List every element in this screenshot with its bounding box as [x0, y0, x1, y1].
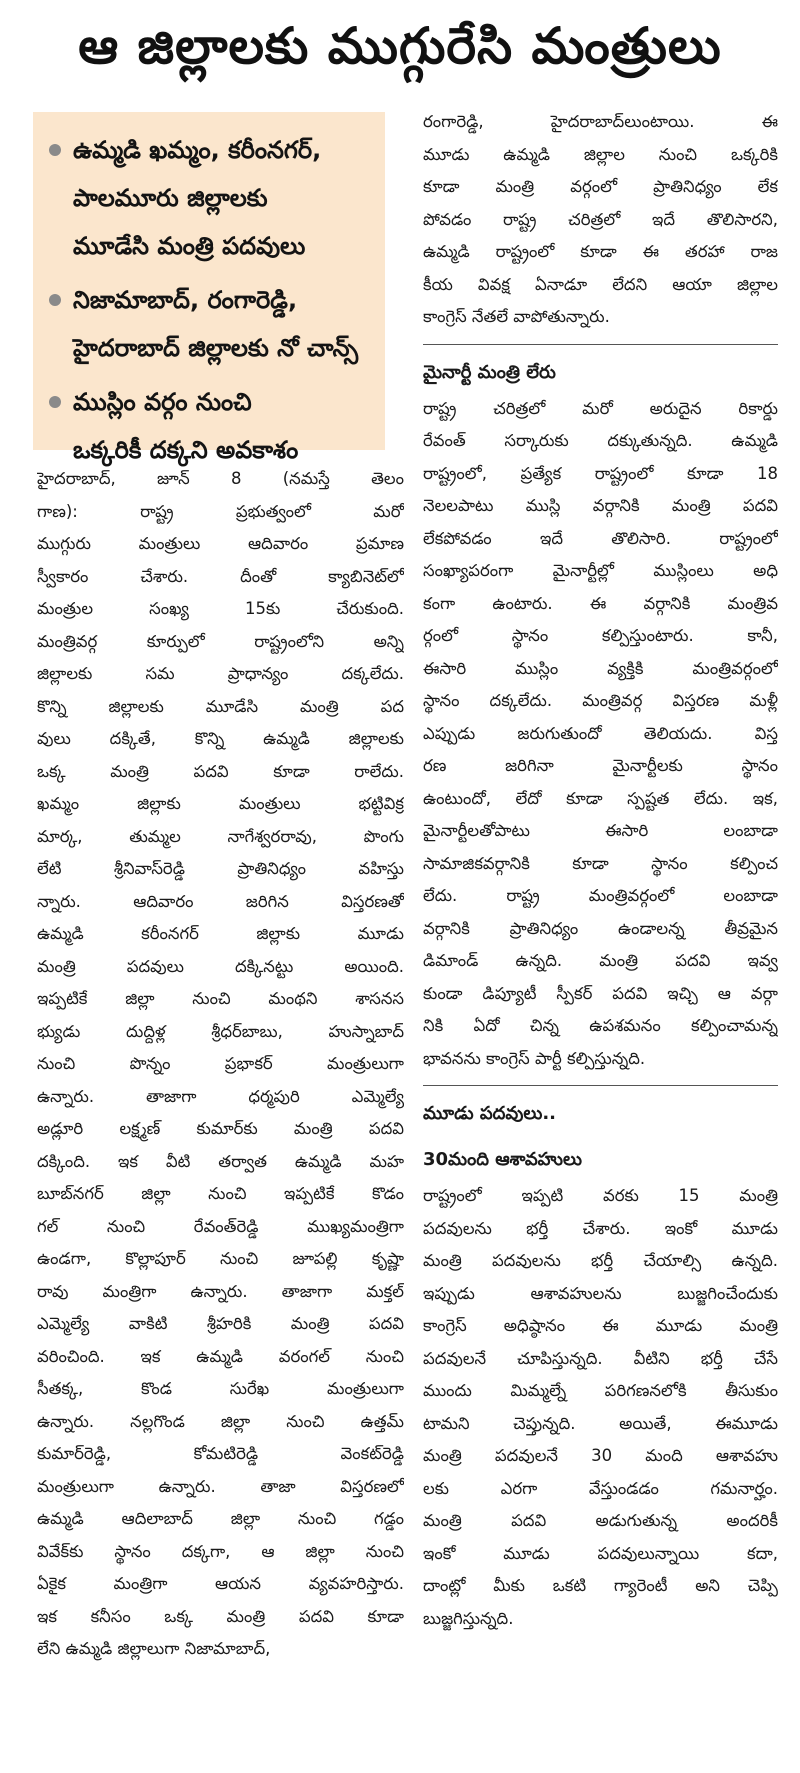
text-line: స్థానం దక్కలేదు. మంత్రివర్గ విస్తరణ మళ్లీ [423, 691, 778, 710]
highlight-line: నిజామాబాద్, రంగారెడ్డి, [45, 276, 375, 324]
text-line: మంత్రి పదవులను భర్తీ చేయాల్సి ఉన్నది. [423, 1251, 778, 1270]
text-line: సామాజికవర్గానికి కూడా స్థానం కల్పించ [423, 853, 778, 873]
text-line: ఉంటుందో, లేదో కూడా స్పష్టత లేదు. ఇక, [423, 788, 778, 808]
text-line: నెలలపాటు ముస్లి వర్గానికి మంత్రి పదవి [423, 496, 778, 515]
text-line: నికి ఏదో చిన్న ఉపశమనం కల్పించామన్న [423, 1016, 778, 1035]
text-line: మంత్రులుగా ఉన్నారు. తాజా విస్తరణలో [37, 1476, 404, 1496]
text-line: లేటి శ్రీనివాస్‌రెడ్డి ప్రాతినిధ్యం వహిస్తు [37, 859, 404, 878]
article-column-right [423, 106, 778, 1635]
text-line: గాణ): రాష్ట్ర ప్రభుత్వంలో మరో [37, 501, 404, 521]
text-line: పోవడం రాష్ట్ర చరిత్రలో ఇదే తొలిసారని, [423, 209, 778, 229]
article-body-paragraph [423, 1180, 778, 1635]
text-line: రణ జరిగినా మైనార్టీలకు స్థానం [423, 756, 778, 775]
text-line: భావనను కాంగ్రెస్ పార్టీ కల్పిస్తున్నది. [423, 1048, 646, 1068]
text-line: బూబ్‌నగర్ జిల్లా నుంచి ఇప్పటికే కొడం [37, 1184, 404, 1203]
text-line: గల్ నుంచి రేవంత్‌రెడ్డి ముఖ్యమంత్రిగా [37, 1216, 404, 1236]
text-line: ముందు మిమ్మల్నే పరిగణనలోకి తీసుకుం [423, 1381, 778, 1400]
text-line: రంగారెడ్డి, హైదరాబాద్‌లుంటాయి. ఈ [423, 112, 778, 131]
text-line: రాష్ట్రంలో, ప్రత్యేక రాష్ట్రంలో కూడా 18 [423, 463, 778, 483]
text-line: రాష్ట్రంలో ఇప్పటి వరకు 15 మంత్రి [423, 1186, 778, 1205]
text-line: కంగా ఉంటారు. ఈ వర్గానికి మంత్రివ [423, 593, 778, 613]
highlights-box [33, 112, 385, 464]
text-line: రాష్ట్ర చరిత్రలో మరో అరుదైన రికార్డు [423, 398, 778, 418]
text-line: లకు ఎరగా వేస్తుండడం గమనార్హం. [423, 1478, 778, 1498]
text-line: ఇప్పటికే జిల్లా నుంచి మంథని శాసనస [37, 989, 404, 1008]
highlight-item [45, 378, 375, 474]
section-heading: మూడు పదవులు.. [423, 1103, 557, 1124]
article-body-paragraph [423, 393, 778, 1076]
text-line: మంత్రి పదవులు దక్కినట్టు అయింది. [37, 956, 404, 976]
text-line: ఎమ్మెల్యే వాకిటి శ్రీహరికి మంత్రి పదవి [37, 1314, 404, 1333]
text-line: ఇప్పుడు ఆశావహులను బుజ్జగించేందుకు [423, 1283, 778, 1303]
text-line: టామని చెప్తున్నది. అయితే, ఈమూడు [423, 1413, 778, 1433]
text-line: ఈసారి ముస్లిం వ్యక్తికి మంత్రివర్గంలో [423, 658, 778, 678]
text-line: సంఖ్యాపరంగా మైనార్టీల్లో ముస్లింలు అధి [423, 561, 778, 580]
text-line: ఉమ్మడి ఆదిలాబాద్ జిల్లా నుంచి గడ్డం [37, 1509, 404, 1528]
text-line: ఇంకో మూడు పదవులున్నాయి కదా, [423, 1543, 778, 1563]
section-heading: 30మంది ఆశావహులు [423, 1149, 582, 1170]
text-line: కొన్ని జిల్లాలకు మూడేసి మంత్రి పద [37, 696, 404, 716]
text-line: మంత్రివర్గ కూర్పులో రాష్ట్రంలోని అన్ని [37, 631, 404, 651]
text-line: ఉమ్మడి కరీంనగర్ జిల్లాకు మూడు [37, 924, 404, 943]
text-line: కీయ వివక్ష ఏనాడూ లేదని ఆయా జిల్లాల [423, 274, 778, 294]
text-line: మూడు ఉమ్మడి జిల్లాల నుంచి ఒక్కరికి [423, 144, 778, 164]
text-line: వర్గానికి ప్రాతినిధ్యం ఉండాలన్న తీవ్రమైన [423, 918, 778, 938]
text-line: పదవులను భర్తీ చేశారు. ఇంకో మూడు [423, 1218, 778, 1238]
text-line: లేదు. రాష్ట్ర మంత్రివర్గంలో లంబాడా [423, 886, 778, 905]
highlight-line: ముస్లిం వర్గం నుంచి [45, 378, 375, 426]
article-body-paragraph [37, 463, 404, 1666]
text-line: డిమాండ్ ఉన్నది. మంత్రి పదవి ఇవ్వ [423, 951, 778, 970]
text-line: దక్కింది. ఇక వీటి తర్వాత ఉమ్మడి మహ [37, 1151, 404, 1171]
text-line: వులు దక్కితే, కొన్ని ఉమ్మడి జిల్లాలకు [37, 729, 404, 748]
headline: ఆ జిల్లాలకు ముగ్గురేసి మంత్రులు [78, 16, 722, 75]
text-line: స్వీకారం చేశారు. దీంతో క్యాబినెట్‌లో [37, 566, 404, 586]
highlight-line: ఒక్కరికీ దక్కని అవకాశం [73, 436, 299, 464]
section-divider [423, 344, 778, 345]
text-line: కాంగ్రెస్ అధిష్ఠానం ఈ మూడు మంత్రి [423, 1316, 778, 1335]
text-line: న్నారు. ఆదివారం జరిగిన విస్తరణతో [37, 891, 404, 911]
text-line: హైదరాబాద్, జూన్ 8 (నమస్తే తెలం [37, 469, 404, 488]
text-line: భ్యుడు దుద్దిళ్ల శ్రీధర్‌బాబు, హుస్నాబాద్ [37, 1021, 404, 1041]
bullet-icon [49, 396, 61, 408]
text-line: వివేక్‌కు స్థానం దక్కగా, ఆ జిల్లా నుంచి [37, 1541, 404, 1561]
text-line: మంత్రుల సంఖ్య 15కు చేరుకుంది. [37, 599, 404, 618]
text-line: ఏకైక మంత్రిగా ఆయన వ్యవహరిస్తారు. [37, 1574, 404, 1593]
bullet-icon [49, 144, 61, 156]
text-line: ఖమ్మం జిల్లాకు మంత్రులు భట్టివిక్ర [37, 794, 404, 813]
section-divider [423, 1085, 778, 1086]
text-line: లేకపోవడం ఇదే తొలిసారి. రాష్ట్రంలో [423, 528, 778, 548]
article-body-paragraph [423, 106, 778, 334]
highlight-line: ఉమ్మడి ఖమ్మం, కరీంనగర్, [45, 126, 375, 174]
text-line: ర్గంలో స్థానం కల్పిస్తుంటారు. కానీ, [423, 626, 778, 645]
text-line: సీతక్క, కొండ సురేఖ మంత్రులుగా [37, 1379, 404, 1398]
text-line: అడ్లూరి లక్ష్మణ్ కుమార్‌కు మంత్రి పదవి [37, 1119, 404, 1138]
text-line: మంత్రి పదవులనే 30 మంది ఆశావహు [423, 1446, 778, 1465]
text-line: మార్క, తుమ్మల నాగేశ్వరరావు, పొంగు [37, 826, 404, 846]
text-line: ముగ్గురు మంత్రులు ఆదివారం ప్రమాణ [37, 534, 404, 553]
text-line: వరించింది. ఇక ఉమ్మడి వరంగల్ నుంచి [37, 1346, 404, 1366]
text-line: ఉమ్మడి రాష్ట్రంలో కూడా ఈ తరహా రాజ [423, 242, 778, 261]
text-line: ఉన్నారు. తాజాగా ధర్మపురి ఎమ్మెల్యే [37, 1086, 404, 1106]
section-heading: మైనార్టీ మంత్రి లేరు [423, 361, 556, 383]
highlight-line: హైదరాబాద్ జిల్లాలకు నో చాన్స్ [73, 334, 359, 362]
article-column-left [37, 463, 404, 1666]
text-line: మైనార్టీలతోపాటు ఈసారి లంబాడా [423, 821, 778, 840]
bullet-icon [49, 294, 61, 306]
text-line: ఎప్పుడు జరుగుతుందో తెలియదు. విస్త [423, 723, 778, 743]
text-line: బుజ్జగిస్తున్నది. [423, 1608, 514, 1628]
text-line: కుండా డిప్యూటీ స్పీకర్ పదవి ఇచ్చి ఆ వర్గా [423, 983, 778, 1003]
text-line: ఒక్క మంత్రి పదవి కూడా రాలేదు. [37, 761, 404, 781]
text-line: దాంట్లో మీకు ఒకటి గ్యారెంటీ అని చెప్పి [423, 1576, 778, 1595]
highlight-line: మూడేసి మంత్రి పదవులు [73, 232, 306, 260]
highlight-item [45, 126, 375, 270]
text-line: ఉన్నారు. నల్లగొండ జిల్లా నుంచి ఉత్తమ్ [37, 1411, 404, 1431]
text-line: జిల్లాలకు సమ ప్రాధాన్యం దక్కలేదు. [37, 664, 404, 683]
text-line: కాంగ్రెస్ నేతలే వాపోతున్నారు. [423, 307, 610, 326]
text-line: కూడా మంత్రి వర్గంలో ప్రాతినిధ్యం లేక [423, 177, 778, 196]
text-line: ఇక కనీసం ఒక్క మంత్రి పదవి కూడా [37, 1606, 404, 1626]
text-line: రేవంత్ సర్కారుకు దక్కుతున్నది. ఉమ్మడి [423, 431, 778, 450]
text-line: ఉండగా, కొల్లాపూర్ నుంచి జూపల్లి కృష్ణా [37, 1249, 404, 1268]
text-line: లేని ఉమ్మడి జిల్లాలుగా నిజామాబాద్, [37, 1639, 271, 1658]
highlight-item [45, 276, 375, 372]
text-line: నుంచి పొన్నం ప్రభాకర్ మంత్రులుగా [37, 1054, 404, 1073]
highlight-line: పాలమూరు జిల్లాలకు [73, 184, 268, 212]
text-line: పదవులనే చూపిస్తున్నది. వీటిని భర్తీ చేసే [423, 1348, 778, 1368]
text-line: రావు మంత్రిగా ఉన్నారు. తాజాగా మక్తల్ [37, 1281, 404, 1301]
text-line: కుమార్‌రెడ్డి, కోమటిరెడ్డి వెంకట్‌రెడ్డి [37, 1444, 404, 1463]
text-line: మంత్రి పదవి అడుగుతున్న అందరికీ [423, 1511, 778, 1530]
